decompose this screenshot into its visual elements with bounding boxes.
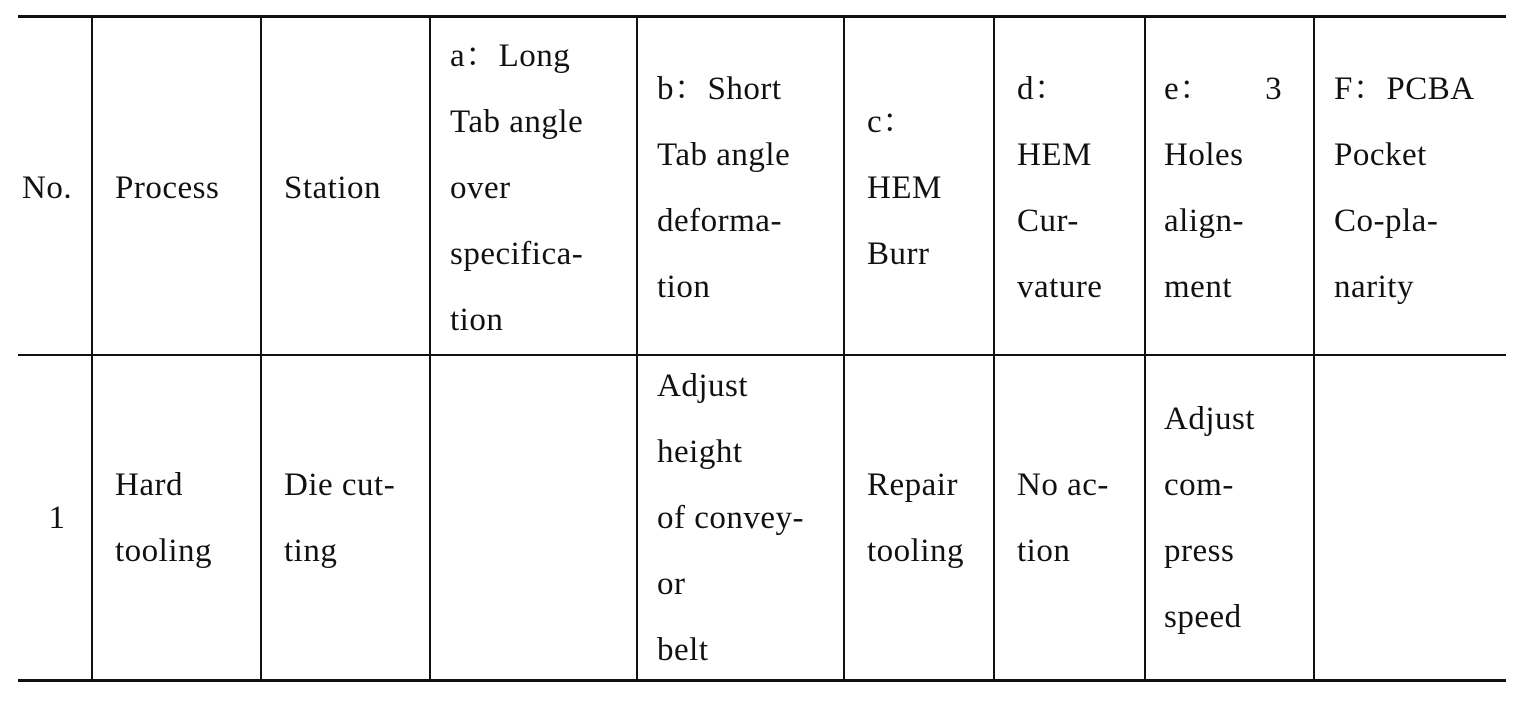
row-c-action: Repair tooling (867, 466, 965, 569)
row-station: Die cut- ting (284, 466, 396, 569)
header-process (115, 21, 261, 354)
row-process: Hard tooling (115, 466, 213, 569)
table-row-cell-c (867, 356, 993, 679)
header-b (657, 21, 843, 354)
table-row-cell-no (22, 356, 92, 679)
header-a (450, 21, 636, 354)
header-c (867, 21, 993, 354)
column-divider (636, 18, 638, 679)
header-d (1017, 21, 1144, 354)
table-row-cell-process (115, 356, 261, 679)
table-top-rule (18, 15, 1506, 18)
column-divider (1313, 18, 1315, 679)
table-row-cell-f (1334, 356, 1506, 679)
column-divider (993, 18, 995, 679)
specification-table (18, 15, 1506, 683)
row-e-action: Adjust com- press speed (1164, 400, 1256, 635)
header-a-label: a：Long Tab angle over specifica- tion (450, 37, 584, 338)
header-d-label: d： HEM Cur- vature (1017, 70, 1103, 305)
table-row-cell-station (284, 356, 430, 679)
row-d-action: No ac- tion (1017, 466, 1109, 569)
table-row-cell-d (1017, 356, 1144, 679)
header-b-label: b：Short Tab angle deforma- tion (657, 70, 791, 305)
table-row-cell-e (1164, 356, 1313, 679)
header-process-label: Process (115, 169, 220, 206)
header-no (22, 21, 92, 354)
header-f (1334, 21, 1506, 354)
table-row-cell-b (657, 356, 843, 679)
header-c-label: c： HEM Burr (867, 103, 942, 272)
header-e (1164, 21, 1313, 354)
row-number: 1 (48, 499, 66, 536)
column-divider (843, 18, 845, 679)
header-e-label: e： 3 Holes align- ment (1164, 70, 1283, 305)
column-divider (1144, 18, 1146, 679)
header-station-label: Station (284, 169, 382, 206)
header-station (284, 21, 430, 354)
header-f-label: F：PCBA Pocket Co-pla- narity (1334, 70, 1475, 305)
header-no-label: No. (22, 169, 73, 206)
table-row-cell-a (450, 356, 636, 679)
row-b-action: Adjust height of convey- or belt (657, 367, 805, 668)
